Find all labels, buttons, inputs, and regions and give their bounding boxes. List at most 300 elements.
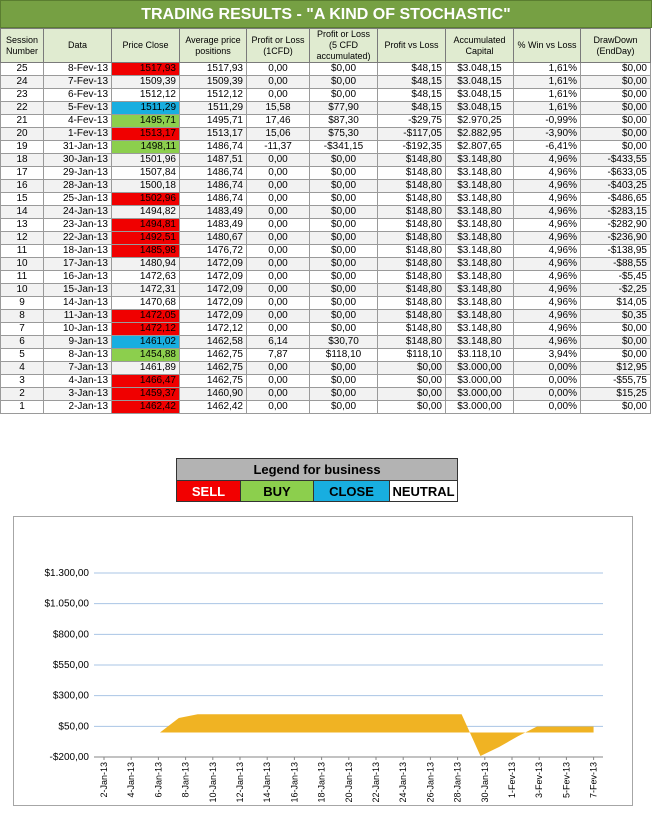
table-header-row	[1, 29, 651, 63]
cell-pvl: $148,80	[378, 154, 446, 167]
cell-avg: 1472,12	[180, 323, 247, 336]
cell-pvl: $148,80	[378, 180, 446, 193]
cell-dd: $0,00	[581, 323, 651, 336]
cell-acc: $3.048,15	[446, 63, 514, 76]
cell-pl5: $0,00	[310, 388, 378, 401]
cell-date: 17-Jan-13	[44, 258, 112, 271]
legend-item-close: CLOSE	[314, 481, 390, 502]
cell-win: 1,61%	[514, 63, 581, 76]
y-tick-label: $800,00	[52, 629, 89, 641]
cell-acc: $3.048,15	[446, 89, 514, 102]
cell-pl1: 0,00	[247, 362, 310, 375]
cell-pl1: 0,00	[247, 284, 310, 297]
cell-dd: -$5,45	[581, 271, 651, 284]
cell-avg: 1513,17	[180, 128, 247, 141]
cell-pl1: 0,00	[247, 232, 310, 245]
cell-date: 5-Fev-13	[44, 102, 112, 115]
table-body	[1, 63, 651, 414]
cell-session: 10	[1, 284, 44, 297]
cell-price: 1495,71	[112, 115, 180, 128]
cell-pvl: $48,15	[378, 89, 446, 102]
cell-date: 22-Jan-13	[44, 232, 112, 245]
table-row	[1, 258, 651, 271]
legend-title: Legend for business	[177, 459, 458, 481]
table-row	[1, 271, 651, 284]
cell-pvl: $148,80	[378, 310, 446, 323]
cell-dd: -$433,55	[581, 154, 651, 167]
cell-pvl: $148,80	[378, 219, 446, 232]
cell-date: 11-Jan-13	[44, 310, 112, 323]
cell-date: 30-Jan-13	[44, 154, 112, 167]
cell-dd: -$283,15	[581, 206, 651, 219]
cell-acc: $3.148,80	[446, 206, 514, 219]
cell-dd: -$633,05	[581, 167, 651, 180]
cell-pl1: 0,00	[247, 297, 310, 310]
cell-acc: $3.148,80	[446, 219, 514, 232]
cell-acc: $2.882,95	[446, 128, 514, 141]
cell-pl1: 0,00	[247, 63, 310, 76]
x-tick-label: 7-Fev-13	[588, 762, 599, 799]
cell-price: 1485,98	[112, 245, 180, 258]
cell-price: 1461,89	[112, 362, 180, 375]
table-row	[1, 154, 651, 167]
cell-pl1: 0,00	[247, 167, 310, 180]
cell-date: 10-Jan-13	[44, 323, 112, 336]
x-tick-label: 24-Jan-13	[398, 762, 409, 803]
cell-price: 1507,84	[112, 167, 180, 180]
cell-session: 25	[1, 63, 44, 76]
cell-pvl: $0,00	[378, 362, 446, 375]
cell-pl1: 0,00	[247, 206, 310, 219]
cell-pl1: 0,00	[247, 193, 310, 206]
cell-pl1: 0,00	[247, 219, 310, 232]
cell-pl5: $75,30	[310, 128, 378, 141]
cell-win: -3,90%	[514, 128, 581, 141]
cell-session: 15	[1, 193, 44, 206]
cell-dd: -$55,75	[581, 375, 651, 388]
table-row	[1, 206, 651, 219]
cell-date: 24-Jan-13	[44, 206, 112, 219]
cell-price: 1472,63	[112, 271, 180, 284]
cell-pvl: $148,80	[378, 232, 446, 245]
cell-acc: $3.148,80	[446, 154, 514, 167]
cell-price: 1472,12	[112, 323, 180, 336]
cell-pvl: $148,80	[378, 271, 446, 284]
table-row	[1, 232, 651, 245]
cell-acc: $3.148,80	[446, 336, 514, 349]
cell-dd: $0,00	[581, 401, 651, 414]
table-row	[1, 245, 651, 258]
cell-date: 3-Jan-13	[44, 388, 112, 401]
cell-dd: -$486,65	[581, 193, 651, 206]
x-tick-label: 6-Jan-13	[153, 762, 164, 798]
cell-acc: $3.148,80	[446, 245, 514, 258]
cell-acc: $3.000,00	[446, 401, 514, 414]
cell-avg: 1476,72	[180, 245, 247, 258]
cell-acc: $3.148,80	[446, 297, 514, 310]
cell-price: 1512,12	[112, 89, 180, 102]
table-row	[1, 310, 651, 323]
cell-dd: $12,95	[581, 362, 651, 375]
cell-pvl: $118,10	[378, 349, 446, 362]
cell-pl1: 15,06	[247, 128, 310, 141]
cell-date: 8-Jan-13	[44, 349, 112, 362]
cell-price: 1494,82	[112, 206, 180, 219]
cell-pvl: -$117,05	[378, 128, 446, 141]
cell-pl5: $0,00	[310, 362, 378, 375]
cell-avg: 1509,39	[180, 76, 247, 89]
legend-item-sell: SELL	[177, 481, 241, 502]
cell-dd: -$403,25	[581, 180, 651, 193]
y-tick-label: $1.300,00	[44, 568, 89, 579]
cell-pl5: $0,00	[310, 401, 378, 414]
cell-session: 20	[1, 128, 44, 141]
cell-avg: 1495,71	[180, 115, 247, 128]
cell-win: 4,96%	[514, 297, 581, 310]
x-tick-label: 20-Jan-13	[343, 762, 354, 803]
cell-acc: $3.148,80	[446, 167, 514, 180]
legend-box	[176, 458, 458, 502]
cell-dd: $0,00	[581, 336, 651, 349]
cell-avg: 1486,74	[180, 167, 247, 180]
table-row	[1, 76, 651, 89]
cell-dd: -$282,90	[581, 219, 651, 232]
cell-avg: 1487,51	[180, 154, 247, 167]
cell-acc: $2.807,65	[446, 141, 514, 154]
cell-dd: -$138,95	[581, 245, 651, 258]
cell-session: 12	[1, 232, 44, 245]
cell-acc: $3.148,80	[446, 258, 514, 271]
profit-chart-svg	[14, 517, 632, 805]
table-row	[1, 89, 651, 102]
cell-date: 18-Jan-13	[44, 245, 112, 258]
cell-pl1: 0,00	[247, 375, 310, 388]
y-tick-label: $50,00	[58, 721, 89, 733]
area-series-profit-vs-loss	[103, 714, 593, 756]
cell-session: 22	[1, 102, 44, 115]
cell-session: 11	[1, 245, 44, 258]
cell-win: 4,96%	[514, 258, 581, 271]
cell-win: 4,96%	[514, 284, 581, 297]
column-header-date: Data	[44, 29, 112, 63]
y-tick-label: -$200,00	[49, 752, 89, 763]
cell-pl5: $30,70	[310, 336, 378, 349]
table-row	[1, 167, 651, 180]
cell-price: 1492,51	[112, 232, 180, 245]
cell-session: 7	[1, 323, 44, 336]
cell-acc: $3.048,15	[446, 76, 514, 89]
cell-dd: $0,35	[581, 310, 651, 323]
cell-win: 4,96%	[514, 323, 581, 336]
cell-price: 1511,29	[112, 102, 180, 115]
cell-date: 23-Jan-13	[44, 219, 112, 232]
cell-dd: $0,00	[581, 349, 651, 362]
cell-session: 9	[1, 297, 44, 310]
x-tick-label: 2-Jan-13	[99, 762, 109, 798]
cell-pvl: $148,80	[378, 206, 446, 219]
x-tick-label: 22-Jan-13	[371, 762, 381, 803]
cell-win: 0,00%	[514, 388, 581, 401]
cell-pl1: 0,00	[247, 271, 310, 284]
cell-price: 1470,68	[112, 297, 180, 310]
cell-session: 14	[1, 206, 44, 219]
cell-date: 14-Jan-13	[44, 297, 112, 310]
y-tick-label: $300,00	[52, 690, 89, 702]
cell-date: 8-Fev-13	[44, 63, 112, 76]
cell-session: 24	[1, 76, 44, 89]
cell-pvl: $48,15	[378, 63, 446, 76]
cell-avg: 1511,29	[180, 102, 247, 115]
cell-pvl: $0,00	[378, 375, 446, 388]
cell-pl1: 7,87	[247, 349, 310, 362]
cell-win: 4,96%	[514, 206, 581, 219]
cell-session: 2	[1, 388, 44, 401]
cell-win: 4,96%	[514, 310, 581, 323]
cell-date: 29-Jan-13	[44, 167, 112, 180]
cell-pl1: 0,00	[247, 388, 310, 401]
cell-price: 1501,96	[112, 154, 180, 167]
cell-acc: $3.148,80	[446, 323, 514, 336]
cell-win: -6,41%	[514, 141, 581, 154]
cell-dd: -$2,25	[581, 284, 651, 297]
cell-pvl: $0,00	[378, 401, 446, 414]
cell-acc: $3.148,80	[446, 271, 514, 284]
cell-win: 4,96%	[514, 232, 581, 245]
page-title: TRADING RESULTS - "A KIND OF STOCHASTIC"	[0, 0, 652, 28]
table-row	[1, 180, 651, 193]
cell-pvl: $48,15	[378, 76, 446, 89]
cell-avg: 1460,90	[180, 388, 247, 401]
cell-pvl: -$192,35	[378, 141, 446, 154]
cell-pl5: $0,00	[310, 310, 378, 323]
x-tick-label: 8-Jan-13	[180, 762, 191, 798]
table-row	[1, 128, 651, 141]
cell-pl5: $0,00	[310, 167, 378, 180]
cell-pl5: $0,00	[310, 297, 378, 310]
cell-dd: $0,00	[581, 115, 651, 128]
cell-acc: $3.148,80	[446, 310, 514, 323]
cell-date: 28-Jan-13	[44, 180, 112, 193]
cell-session: 1	[1, 401, 44, 414]
cell-pl1: 0,00	[247, 310, 310, 323]
cell-price: 1494,81	[112, 219, 180, 232]
cell-dd: $0,00	[581, 63, 651, 76]
cell-win: 4,96%	[514, 193, 581, 206]
cell-dd: $14,05	[581, 297, 651, 310]
cell-avg: 1472,09	[180, 297, 247, 310]
cell-pl5: $0,00	[310, 180, 378, 193]
cell-pl1: 0,00	[247, 401, 310, 414]
cell-avg: 1462,75	[180, 362, 247, 375]
cell-pl5: $0,00	[310, 219, 378, 232]
cell-pl5: $0,00	[310, 271, 378, 284]
legend-item-neutral: NEUTRAL	[390, 481, 458, 502]
cell-avg: 1480,67	[180, 232, 247, 245]
x-tick-label: 4-Jan-13	[126, 762, 137, 798]
cell-avg: 1462,75	[180, 375, 247, 388]
cell-session: 16	[1, 180, 44, 193]
cell-acc: $3.148,80	[446, 232, 514, 245]
cell-price: 1466,47	[112, 375, 180, 388]
cell-pl1: 0,00	[247, 154, 310, 167]
cell-pl1: 17,46	[247, 115, 310, 128]
cell-pl1: 0,00	[247, 76, 310, 89]
cell-date: 7-Fev-13	[44, 76, 112, 89]
cell-pvl: $148,80	[378, 323, 446, 336]
cell-date: 7-Jan-13	[44, 362, 112, 375]
cell-win: 0,00%	[514, 375, 581, 388]
cell-dd: $0,00	[581, 141, 651, 154]
table-row	[1, 362, 651, 375]
cell-pvl: $0,00	[378, 388, 446, 401]
cell-acc: $3.148,80	[446, 284, 514, 297]
table-row	[1, 297, 651, 310]
cell-pl5: $0,00	[310, 245, 378, 258]
y-tick-label: $1.050,00	[44, 598, 89, 610]
cell-acc: $3.000,00	[446, 362, 514, 375]
column-header-pl5: Profit or Loss (5 CFD accumulated)	[310, 29, 378, 63]
table-row	[1, 193, 651, 206]
cell-price: 1472,05	[112, 310, 180, 323]
cell-win: 4,96%	[514, 219, 581, 232]
cell-avg: 1472,09	[180, 258, 247, 271]
cell-date: 1-Fev-13	[44, 128, 112, 141]
cell-avg: 1483,49	[180, 206, 247, 219]
x-tick-label: 12-Jan-13	[235, 762, 245, 803]
cell-dd: $0,00	[581, 128, 651, 141]
cell-pl5: $0,00	[310, 375, 378, 388]
cell-win: 4,96%	[514, 167, 581, 180]
cell-date: 31-Jan-13	[44, 141, 112, 154]
cell-pl5: -$341,15	[310, 141, 378, 154]
cell-pvl: -$29,75	[378, 115, 446, 128]
cell-pl1: 0,00	[247, 89, 310, 102]
table-row	[1, 115, 651, 128]
x-tick-label: 30-Jan-13	[479, 762, 490, 803]
cell-date: 6-Fev-13	[44, 89, 112, 102]
cell-acc: $3.148,80	[446, 180, 514, 193]
cell-win: 0,00%	[514, 362, 581, 375]
cell-price: 1498,11	[112, 141, 180, 154]
cell-dd: $0,00	[581, 102, 651, 115]
cell-date: 16-Jan-13	[44, 271, 112, 284]
table-row	[1, 323, 651, 336]
cell-date: 25-Jan-13	[44, 193, 112, 206]
cell-session: 10	[1, 258, 44, 271]
cell-date: 15-Jan-13	[44, 284, 112, 297]
cell-pl5: $118,10	[310, 349, 378, 362]
cell-session: 13	[1, 219, 44, 232]
cell-pl1: -11,37	[247, 141, 310, 154]
column-header-acc: Accumulated Capital	[446, 29, 514, 63]
cell-dd: -$88,55	[581, 258, 651, 271]
cell-win: 4,96%	[514, 336, 581, 349]
column-header-pl1: Profit or Loss (1CFD)	[247, 29, 310, 63]
cell-avg: 1462,58	[180, 336, 247, 349]
cell-win: 0,00%	[514, 401, 581, 414]
cell-pl5: $0,00	[310, 76, 378, 89]
cell-pvl: $148,80	[378, 193, 446, 206]
table-row	[1, 349, 651, 362]
table-row	[1, 63, 651, 76]
cell-session: 18	[1, 154, 44, 167]
cell-session: 17	[1, 167, 44, 180]
cell-price: 1459,37	[112, 388, 180, 401]
cell-win: 4,96%	[514, 154, 581, 167]
cell-pvl: $148,80	[378, 167, 446, 180]
cell-date: 9-Jan-13	[44, 336, 112, 349]
column-header-avg: Average price positions	[180, 29, 247, 63]
table-row	[1, 375, 651, 388]
cell-avg: 1472,09	[180, 271, 247, 284]
cell-pl1: 6,14	[247, 336, 310, 349]
cell-date: 2-Jan-13	[44, 401, 112, 414]
cell-session: 5	[1, 349, 44, 362]
cell-pl5: $87,30	[310, 115, 378, 128]
cell-avg: 1472,09	[180, 310, 247, 323]
cell-pl5: $0,00	[310, 323, 378, 336]
cell-acc: $3.000,00	[446, 388, 514, 401]
cell-win: 1,61%	[514, 89, 581, 102]
cell-avg: 1517,93	[180, 63, 247, 76]
cell-win: 1,61%	[514, 76, 581, 89]
cell-price: 1502,96	[112, 193, 180, 206]
cell-acc: $3.118,10	[446, 349, 514, 362]
cell-avg: 1486,74	[180, 141, 247, 154]
legend-items-row	[177, 481, 458, 502]
legend-item-buy: BUY	[241, 481, 314, 502]
x-tick-label: 10-Jan-13	[207, 762, 218, 803]
cell-session: 8	[1, 310, 44, 323]
cell-pl5: $0,00	[310, 232, 378, 245]
cell-acc: $3.148,80	[446, 193, 514, 206]
cell-session: 19	[1, 141, 44, 154]
cell-avg: 1512,12	[180, 89, 247, 102]
cell-pl1: 0,00	[247, 323, 310, 336]
cell-session: 6	[1, 336, 44, 349]
cell-win: 4,96%	[514, 180, 581, 193]
cell-price: 1500,18	[112, 180, 180, 193]
table-row	[1, 102, 651, 115]
cell-avg: 1472,09	[180, 284, 247, 297]
cell-price: 1462,42	[112, 401, 180, 414]
cell-pl5: $77,90	[310, 102, 378, 115]
cell-session: 21	[1, 115, 44, 128]
cell-pl5: $0,00	[310, 206, 378, 219]
cell-win: 3,94%	[514, 349, 581, 362]
column-header-price: Price Close	[112, 29, 180, 63]
cell-session: 23	[1, 89, 44, 102]
cell-avg: 1462,42	[180, 401, 247, 414]
cell-win: 1,61%	[514, 102, 581, 115]
cell-pl1: 0,00	[247, 258, 310, 271]
cell-pl5: $0,00	[310, 193, 378, 206]
cell-pl1: 15,58	[247, 102, 310, 115]
cell-win: 4,96%	[514, 271, 581, 284]
cell-avg: 1486,74	[180, 180, 247, 193]
cell-pvl: $48,15	[378, 102, 446, 115]
cell-acc: $3.000,00	[446, 375, 514, 388]
table-row	[1, 401, 651, 414]
cell-pvl: $148,80	[378, 336, 446, 349]
x-tick-label: 16-Jan-13	[289, 762, 300, 803]
x-tick-label: 14-Jan-13	[262, 762, 273, 803]
cell-pl1: 0,00	[247, 180, 310, 193]
cell-avg: 1486,74	[180, 193, 247, 206]
column-header-win: % Win vs Loss	[514, 29, 581, 63]
x-tick-label: 28-Jan-13	[452, 762, 463, 803]
cell-acc: $2.970,25	[446, 115, 514, 128]
